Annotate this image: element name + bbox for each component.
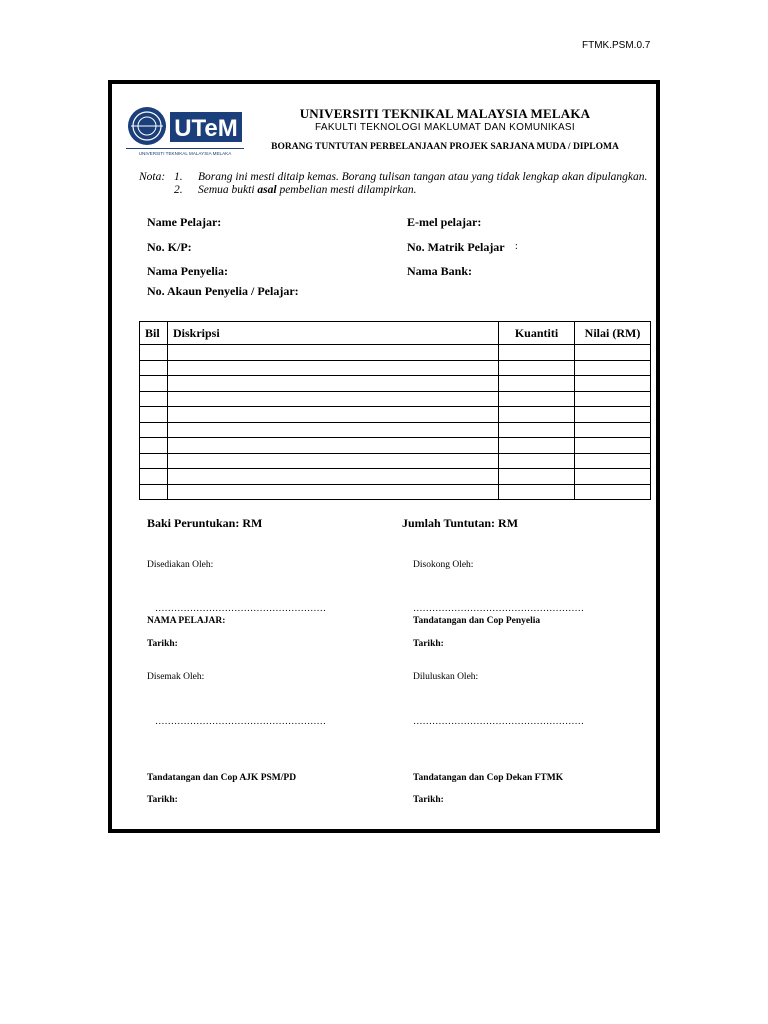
tarikh-label: Tarikh: xyxy=(147,639,178,649)
table-cell[interactable] xyxy=(575,360,651,376)
table-row xyxy=(140,438,651,454)
table-cell[interactable] xyxy=(168,360,499,376)
tarikh-label: Tarikh: xyxy=(413,639,444,649)
table-cell[interactable] xyxy=(499,484,575,500)
diluluskan-oleh: Diluluskan Oleh: xyxy=(413,672,479,682)
table-row xyxy=(140,453,651,469)
table-cell[interactable] xyxy=(575,453,651,469)
nota-text: Semua bukti xyxy=(198,184,258,196)
table-cell[interactable] xyxy=(499,453,575,469)
table-cell[interactable] xyxy=(140,345,168,361)
table-body xyxy=(140,345,651,500)
signature-line: ……………………………………………… xyxy=(413,717,584,727)
table-cell[interactable] xyxy=(575,484,651,500)
signature-line: ……………………………………………… xyxy=(155,717,326,727)
field-nama-bank: Nama Bank: xyxy=(407,264,473,278)
jumlah-tuntutan: Jumlah Tuntutan: RM xyxy=(402,516,519,530)
disediakan-oleh: Disediakan Oleh: xyxy=(147,560,214,570)
table-cell[interactable] xyxy=(140,484,168,500)
table-row xyxy=(140,360,651,376)
table-cell[interactable] xyxy=(499,422,575,438)
table-cell[interactable] xyxy=(575,469,651,485)
baki-peruntukan: Baki Peruntukan: RM xyxy=(147,516,263,530)
table-header-row xyxy=(140,322,651,345)
tarikh-label: Tarikh: xyxy=(413,795,444,805)
table-row xyxy=(140,345,651,361)
document-code: FTMK.PSM.0.7 xyxy=(582,40,651,51)
field-no-kp: No. K/P: xyxy=(147,240,192,254)
faculty-name: FAKULTI TEKNOLOGI MAKLUMAT DAN KOMUNIKASI xyxy=(315,122,575,133)
header-diskripsi: Diskripsi xyxy=(168,322,499,345)
table-row xyxy=(140,391,651,407)
nota-number: 1. xyxy=(174,171,183,183)
table-cell[interactable] xyxy=(168,484,499,500)
table-cell[interactable] xyxy=(140,407,168,423)
table-cell[interactable] xyxy=(168,453,499,469)
logo-text: UTeM xyxy=(174,115,238,142)
table-cell[interactable] xyxy=(140,376,168,392)
table-row xyxy=(140,469,651,485)
university-name: UNIVERSITI TEKNIKAL MALAYSIA MELAKA xyxy=(299,106,591,121)
table-cell[interactable] xyxy=(575,391,651,407)
nama-pelajar-label: NAMA PELAJAR: xyxy=(147,616,226,626)
table-cell[interactable] xyxy=(140,438,168,454)
tarikh-label: Tarikh: xyxy=(147,795,178,805)
table-cell[interactable] xyxy=(168,376,499,392)
nota-text: pembelian mesti dilampirkan. xyxy=(276,184,417,196)
tandatangan-ajk-label: Tandatangan dan Cop AJK PSM/PD xyxy=(147,773,297,783)
table-row xyxy=(140,484,651,500)
nota-bold-text: asal xyxy=(257,184,277,196)
nota-item-1 xyxy=(174,171,647,184)
table-cell[interactable] xyxy=(168,391,499,407)
table-cell[interactable] xyxy=(168,407,499,423)
table-cell[interactable] xyxy=(168,438,499,454)
table-cell[interactable] xyxy=(499,407,575,423)
table-cell[interactable] xyxy=(140,391,168,407)
table-cell[interactable] xyxy=(499,438,575,454)
table-cell[interactable] xyxy=(168,345,499,361)
header-kuantiti: Kuantiti xyxy=(499,322,575,345)
table-cell[interactable] xyxy=(575,422,651,438)
expense-table xyxy=(139,321,651,500)
nota-item-2 xyxy=(174,184,416,197)
tandatangan-dekan-label: Tandatangan dan Cop Dekan FTMK xyxy=(413,773,564,783)
field-matrik-colon: : xyxy=(515,241,518,252)
header-bil: Bil xyxy=(140,322,168,345)
table-cell[interactable] xyxy=(499,360,575,376)
utem-logo xyxy=(126,104,244,156)
header-nilai: Nilai (RM) xyxy=(575,322,651,345)
table-cell[interactable] xyxy=(168,469,499,485)
nota-text: Borang ini mesti ditaip kemas. Borang tulisan tangan atau yang tidak lengkap akan dipulangkan. xyxy=(198,171,648,183)
field-no-akaun: No. Akaun Penyelia / Pelajar: xyxy=(147,284,299,298)
form-title: BORANG TUNTUTAN PERBELANJAAN PROJEK SARJANA MUDA / DIPLOMA xyxy=(271,142,619,152)
table-cell[interactable] xyxy=(575,376,651,392)
table-cell[interactable] xyxy=(168,422,499,438)
table-row xyxy=(140,407,651,423)
table-cell[interactable] xyxy=(140,422,168,438)
table-cell[interactable] xyxy=(499,376,575,392)
field-email-pelajar: E-mel pelajar: xyxy=(407,215,482,229)
signature-line: ……………………………………………… xyxy=(413,604,584,614)
tandatangan-penyelia-label: Tandatangan dan Cop Penyelia xyxy=(413,616,541,626)
nota-label: Nota: xyxy=(139,171,166,183)
table-cell[interactable] xyxy=(575,438,651,454)
signature-line: ……………………………………………… xyxy=(155,604,326,614)
table-cell[interactable] xyxy=(499,469,575,485)
table-cell[interactable] xyxy=(140,360,168,376)
table-cell[interactable] xyxy=(140,469,168,485)
nota-number: 2. xyxy=(174,184,183,196)
field-nama-penyelia: Nama Penyelia: xyxy=(147,264,228,278)
table-row xyxy=(140,422,651,438)
disokong-oleh: Disokong Oleh: xyxy=(413,560,474,570)
table-cell[interactable] xyxy=(499,345,575,361)
field-name-pelajar: Name Pelajar: xyxy=(147,215,222,229)
logo-subtext: UNIVERSITI TEKNIKAL MALAYSIA MELAKA xyxy=(138,151,232,156)
table-cell[interactable] xyxy=(140,453,168,469)
table-cell[interactable] xyxy=(575,345,651,361)
table-row xyxy=(140,376,651,392)
table-cell[interactable] xyxy=(575,407,651,423)
disemak-oleh: Disemak Oleh: xyxy=(147,672,205,682)
field-no-matrik: No. Matrik Pelajar xyxy=(407,240,505,254)
table-cell[interactable] xyxy=(499,391,575,407)
